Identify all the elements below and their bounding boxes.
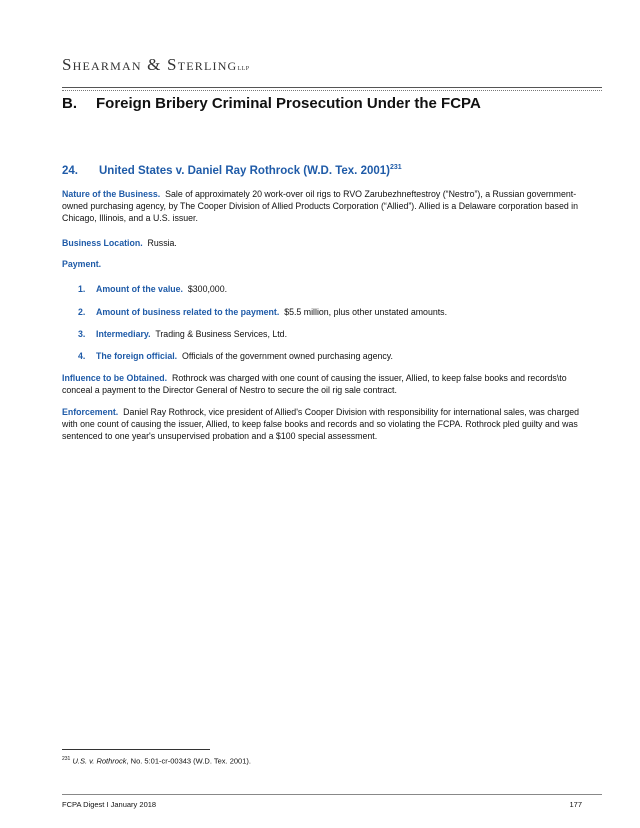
payment-item	[78, 350, 578, 362]
location-text: Russia.	[147, 238, 177, 248]
footnote-number: 231	[62, 756, 71, 762]
logo-suffix: LLP	[237, 66, 250, 72]
enforcement-paragraph	[62, 406, 582, 442]
header-rule	[62, 87, 602, 91]
payment-item-number: 2.	[78, 307, 86, 317]
case-heading	[62, 164, 402, 177]
payment-item-number: 1.	[78, 284, 86, 294]
payment-item-label: Amount of business related to the payment.	[96, 307, 280, 317]
payment-heading	[62, 258, 582, 270]
payment-item-text: Trading & Business Services, Ltd.	[155, 329, 288, 339]
firm-logo	[62, 55, 250, 75]
footnote-text: , No. 5:01-cr-00343 (W.D. Tex. 2001).	[126, 756, 251, 766]
nature-text: Sale of approximately 20 work-over oil rigs to RVO Zarubezhneftestroy (“Nestro”), a Russian government-owned purchasing agency, by The Cooper Division of Allied Products Corporation (“Allied”). Allied is a Delaware corporation based in Chicago, Illinois, and a U.S. issuer.	[62, 189, 579, 223]
footnote-ref: 231	[390, 164, 402, 171]
influence-text: Rothrock was charged with one count of causing the issuer, Allied, to keep false books and records\to conceal a payment to the Director General of Nestro to secure the oil rig sale contract.	[62, 373, 567, 395]
enforcement-label: Enforcement.	[62, 407, 119, 417]
section-heading	[62, 95, 481, 112]
payment-item-text: $300,000.	[187, 284, 228, 294]
payment-label: Payment.	[62, 259, 102, 269]
footnote	[62, 756, 251, 766]
nature-label: Nature of the Business.	[62, 189, 161, 199]
payment-item-number: 4.	[78, 351, 86, 361]
nature-paragraph	[62, 188, 582, 224]
case-number: 24.	[62, 164, 78, 177]
footnote-case: U.S. v. Rothrock	[72, 756, 127, 766]
payment-item	[78, 283, 578, 295]
location-paragraph	[62, 237, 582, 249]
influence-paragraph	[62, 372, 582, 396]
payment-item	[78, 328, 578, 340]
payment-item-label: Amount of the value.	[96, 284, 183, 294]
payment-item-text: Officials of the government owned purchasing agency.	[182, 351, 393, 361]
logo-text: Shearman & Sterling	[62, 55, 238, 74]
page-number: 177	[569, 800, 582, 809]
payment-item-number: 3.	[78, 329, 86, 339]
footnote-rule	[62, 749, 210, 750]
payment-item-text: $5.5 million, plus other unstated amounts.	[284, 307, 448, 317]
location-label: Business Location.	[62, 238, 143, 248]
case-title: United States v. Daniel Ray Rothrock (W.D. Tex. 2001)	[99, 164, 390, 177]
payment-item-label: The foreign official.	[96, 351, 178, 361]
influence-label: Influence to be Obtained.	[62, 373, 168, 383]
payment-item	[78, 306, 578, 318]
footer-rule	[62, 794, 602, 795]
section-number: B.	[62, 95, 77, 112]
section-title: Foreign Bribery Criminal Prosecution Under the FCPA	[96, 95, 481, 112]
footer-publication: FCPA Digest I January 2018	[62, 800, 157, 809]
enforcement-text: Daniel Ray Rothrock, vice president of Allied's Cooper Division with responsibility for international sales, was charged with one count of causing the issuer, Allied, to keep false books and records and so violating the FCPA. Rothrock pled guilty and was sentenced to one year's unsupervised probation and a $100 special assessment.	[62, 407, 580, 441]
payment-item-label: Intermediary.	[96, 329, 151, 339]
